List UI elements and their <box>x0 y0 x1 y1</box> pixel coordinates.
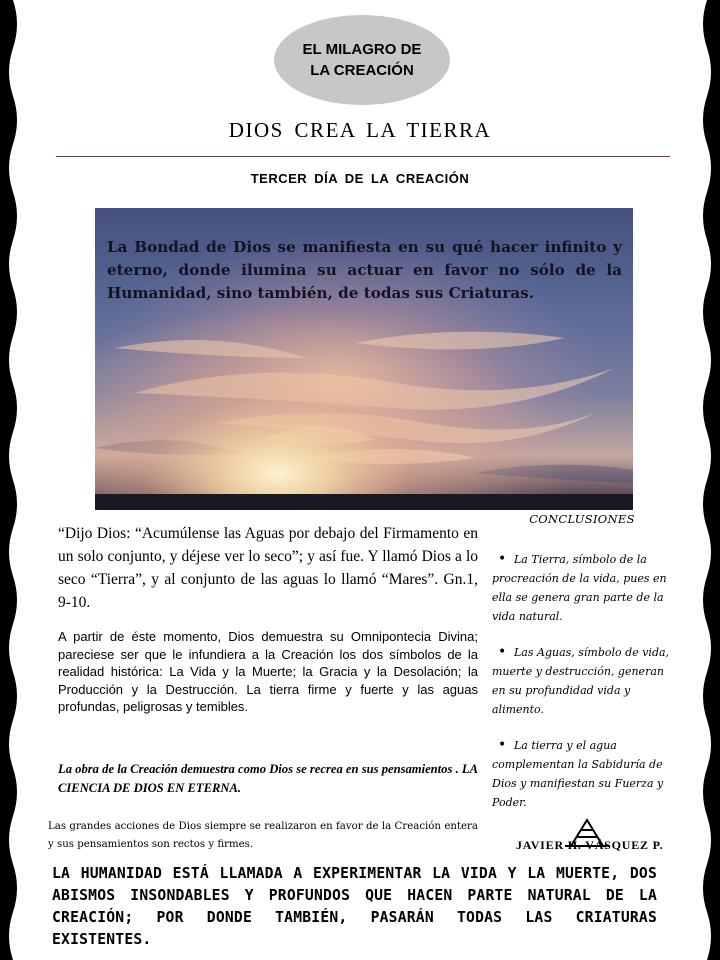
genesis-quote: “Dijo Dios: “Acumúlense las Aguas por debajo del Firmamento en un solo conjunto, y déjese ver lo seco”; y así fue. Y llamó Dios a lo seco “Tierra”, y al conjunto de las aguas lo llamó “Mares”. Gn.1, 9-10. <box>58 525 478 611</box>
list-item <box>492 643 672 719</box>
hero-quote: La Bondad de Dios se manifiesta en su qué hacer infinito y eterno, donde ilumina su actuar en favor no sólo de la Humanidad, sino también, de todas sus Criaturas. <box>107 238 622 302</box>
title-divider <box>56 156 670 157</box>
author-name: JAVIER H. VÁSQUEZ P. <box>516 838 664 852</box>
conclusions-heading: CONCLUSIONES <box>529 512 635 526</box>
left-wavy-border <box>0 0 24 960</box>
closing-statement: LA HUMANIDAD ESTÁ LLAMADA A EXPERIMENTAR LA VIDA Y LA MUERTE, DOS ABISMOS INSONDABLES Y PROFUNDOS QUE HACEN PARTE NATURAL DE LA CREACIÓN; POR DONDE TAMBIÉN, PASARÁN TODAS LAS CRIATURAS EXISTENTES. <box>52 865 657 948</box>
badge-line-2: LA CREACIÓN <box>310 62 414 79</box>
article-body: A partir de éste momento, Dios demuestra su Omnipontecia Divina; pareciese ser que le infundiera a la Creación los dos símbolos de la realidad histórica: La Vida y la Muerte; la Gracia y la Desolación; la Producción y la Destrucción. La tierra firme y fuerte y las aguas profundas, peligrosas y temibles. <box>58 629 478 714</box>
bullet-icon: • <box>498 737 507 753</box>
series-badge <box>274 15 450 105</box>
bullet-icon: • <box>498 551 507 567</box>
actions-note: Las grandes acciones de Dios siempre se realizaron en favor de la Creación entera y sus pensamientos son rectos y firmes. <box>48 821 478 850</box>
sunset-sky-image <box>95 208 633 510</box>
creation-statement: La obra de la Creación demuestra como Dios se recrea en sus pensamientos . LA CIENCIA DE DIOS EN ETERNA. <box>58 762 478 795</box>
right-wavy-border <box>696 0 720 960</box>
conclusions-list <box>492 550 672 829</box>
conclusion-text: La Tierra, símbolo de la procreación de la vida, pues en ella se genera gran parte de la vida natural. <box>492 553 667 623</box>
page-subtitle: TERCER DÍA DE LA CREACIÓN <box>250 171 470 186</box>
bullet-icon: • <box>498 644 507 660</box>
list-item <box>492 550 672 626</box>
conclusion-text: La tierra y el agua complementan la Sabiduría de Dios y manifiestan su Fuerza y Poder. <box>492 739 664 809</box>
conclusion-text: Las Aguas, símbolo de vida, muerte y destrucción, generan en su profundidad vida y alimento. <box>492 646 670 716</box>
badge-line-1: EL MILAGRO DE <box>302 41 422 58</box>
page-title: DIOS CREA LA TIERRA <box>228 118 492 142</box>
list-item <box>492 736 672 812</box>
